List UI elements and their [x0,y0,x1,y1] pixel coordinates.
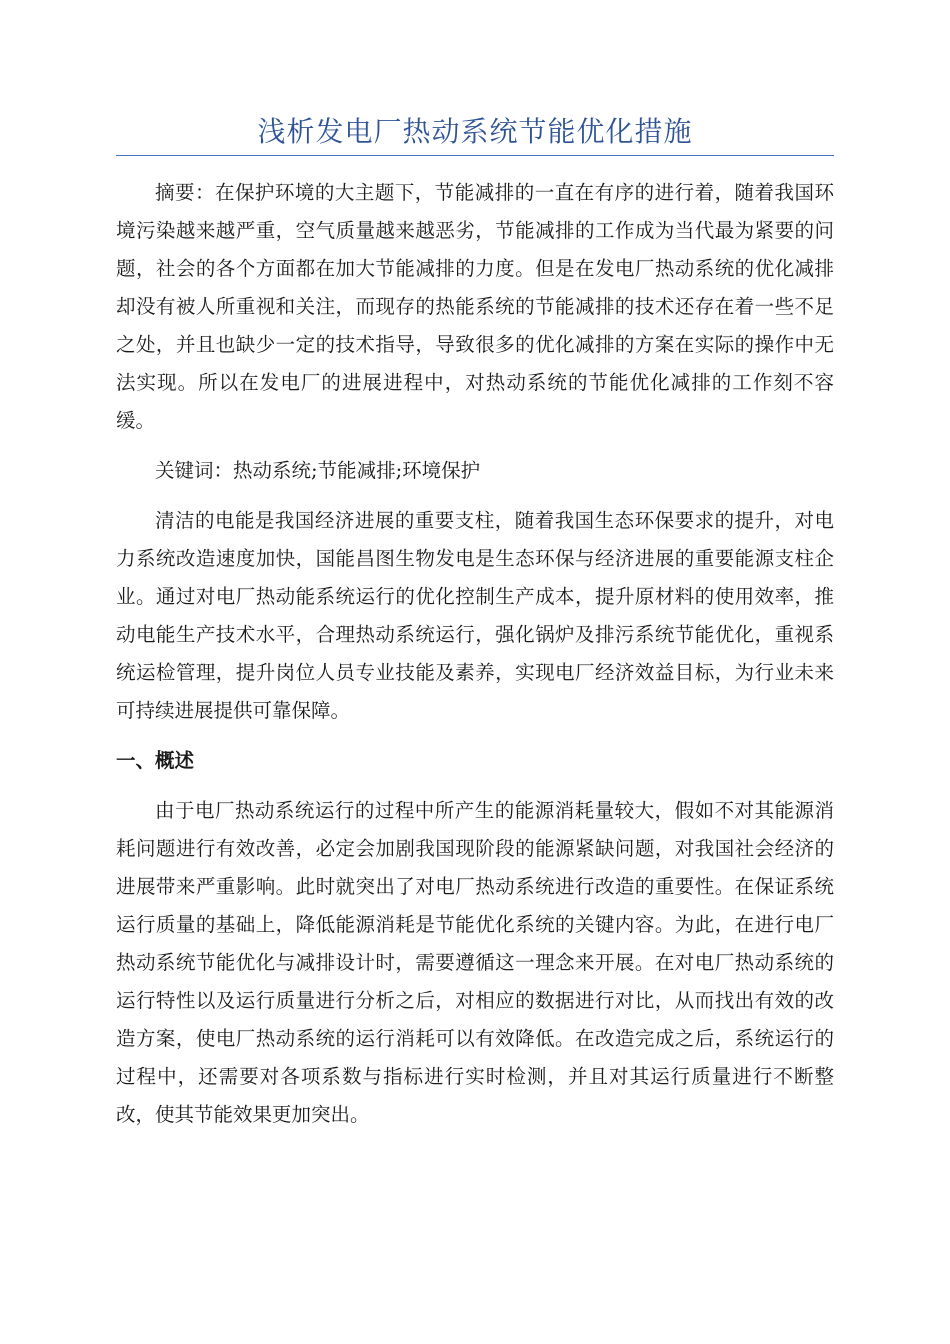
section-paragraph: 由于电厂热动系统运行的过程中所产生的能源消耗量较大，假如不对其能源消耗问题进行有效改善，必定会加剧我国现阶段的能源紧缺问题，对我国社会经济的进展带来严重影响。此时就突出了对电厂热动系统进行改造的重要性。在保证系统运行质量的基础上，降低能源消耗是节能优化系统的关键内容。为此，在进行电厂热动系统节能优化与减排设计时，需要遵循这一理念来开展。在对电厂热动系统的运行特性以及运行质量进行分析之后，对相应的数据进行对比，从而找出有效的改造方案，使电厂热动系统的运行消耗可以有效降低。在改造完成之后，系统运行的过程中，还需要对各项系数与指标进行实时检测，并且对其运行质量进行不断整改，使其节能效果更加突出。 [116,799,834,1126]
intro-paragraph: 清洁的电能是我国经济进展的重要支柱，随着我国生态环保要求的提升，对电力系统改造速度加快，国能昌图生物发电是生态环保与经济进展的重要能源支柱企业。通过对电厂热动能系统运行的优化控制生产成本，提升原材料的使用效率，推动电能生产技术水平，合理热动系统运行，强化锅炉及排污系统节能优化，重视系统运检管理，提升岗位人员专业技能及素养，实现电厂经济效益目标，为行业未来可持续进展提供可靠保障。 [116,509,834,722]
section-heading: 一、概述 [116,749,195,772]
keywords-line: 关键词：热动系统;节能减排;环境保护 [155,459,481,482]
title-underline [116,155,834,156]
document-body [116,174,834,1134]
document-title: 浅析发电厂热动系统节能优化措施 [257,115,693,148]
abstract-paragraph: 摘要：在保护环境的大主题下，节能减排的一直在有序的进行着，随着我国环境污染越来越严重，空气质量越来越恶劣，节能减排的工作成为当代最为紧要的问题，社会的各个方面都在加大节能减排的力度。但是在发电厂热动系统的优化减排却没有被人所重视和关注，而现存的热能系统的节能减排的技术还存在着一些不足之处，并且也缺少一定的技术指导，导致很多的优化减排的方案在实际的操作中无法实现。所以在发电厂的进展进程中，对热动系统的节能优化减排的工作刻不容缓。 [116,181,834,432]
